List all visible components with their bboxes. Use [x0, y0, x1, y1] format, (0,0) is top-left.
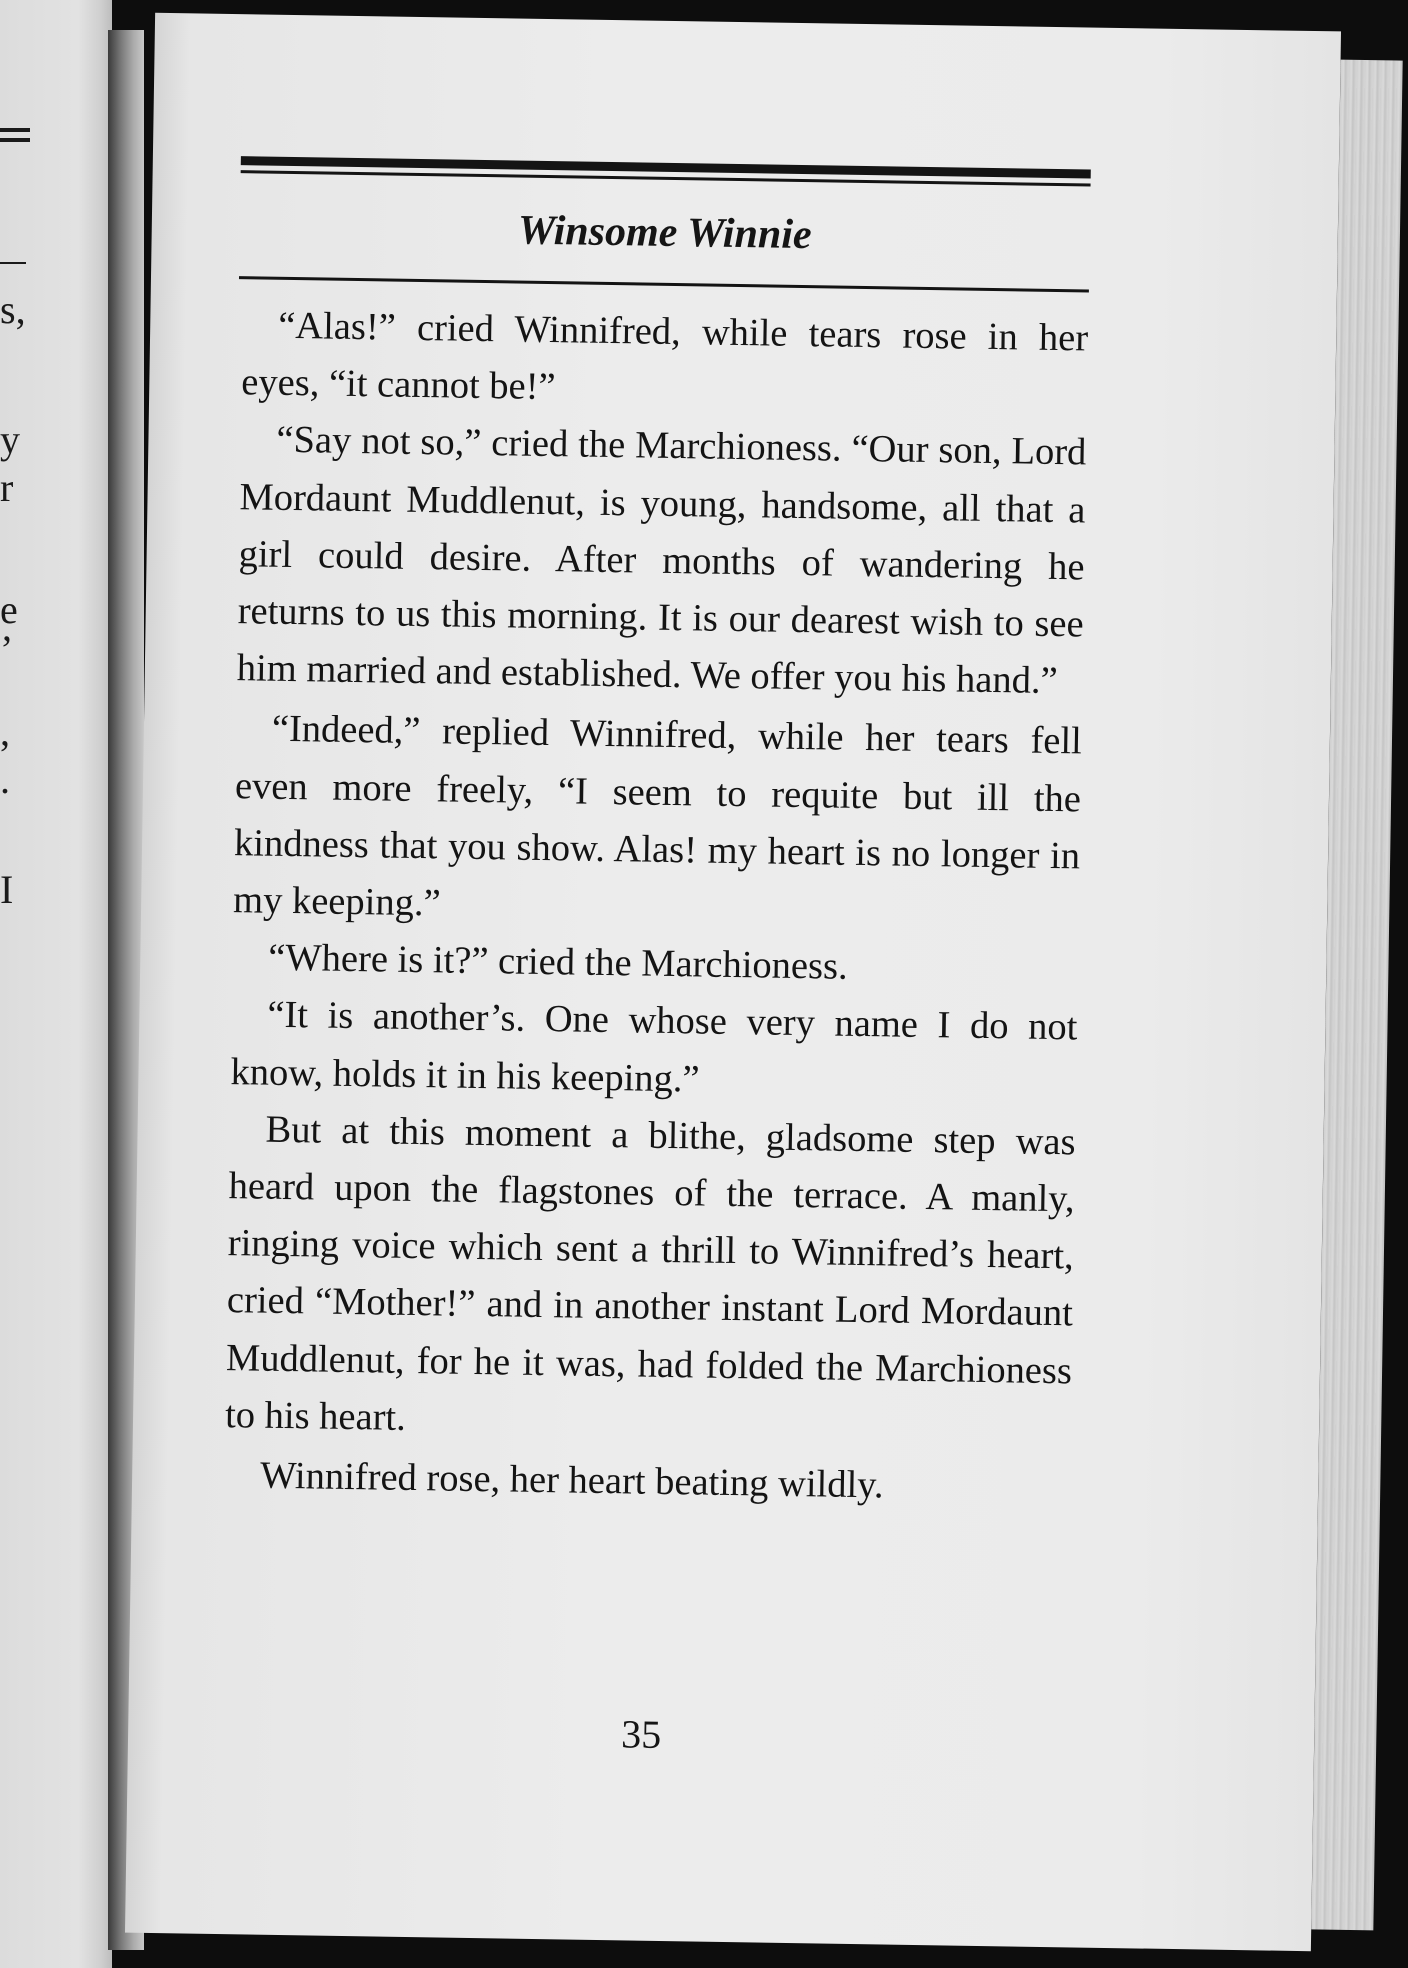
book-page	[125, 13, 1341, 1951]
previous-page-edge	[0, 0, 112, 1968]
previous-page-rule	[0, 138, 30, 142]
previous-page-fragment: s,	[0, 287, 26, 332]
previous-page-rule	[0, 128, 30, 132]
previous-page-fragment: ’	[0, 627, 14, 672]
paragraph: “Alas!” cried Winnifred, while tears rose in her eyes, “it cannot be!”	[241, 304, 1089, 409]
paragraph: But at this moment a blithe, gladsome step was heard upon the flagstones of the terrace. A manly, ringing voice which sent a thrill to Winnifred’s heart, cried “Mother!” and in another instant Lord Mordaunt Muddlenut, for he it was, had folded the Marchioness to his heart.	[224, 1108, 1076, 1439]
paragraph: “It is another’s. One whose very name I do not know, holds it in his keeping.”	[230, 994, 1078, 1101]
previous-page-fragment: .	[0, 757, 10, 802]
running-head: Winsome Winnie	[517, 207, 812, 259]
paragraph: Winnifred rose, her heart beating wildly.	[259, 1454, 884, 1507]
paragraph: “Say not so,” cried the Marchioness. “Our son, Lord Mordaunt Muddlenut, is young, handsome, all that a girl could desire. After months of wandering he returns to us this morning. It is our dearest wish to see him married and established. We offer you his hand.”	[236, 419, 1087, 703]
previous-page-fragment: I	[0, 867, 14, 912]
previous-page-rule	[0, 262, 26, 264]
previous-page-fragment: ,	[0, 709, 10, 754]
body-text	[224, 297, 1089, 1517]
previous-page-fragment: r	[0, 465, 14, 510]
paragraph: “Indeed,” replied Winnifred, while her tears fell even more freely, “I seem to requite but ill the kindness that you show. Alas! my heart is no longer in my keeping.”	[232, 708, 1083, 925]
paragraph: “Where is it?” cried the Marchioness.	[267, 936, 848, 989]
page-number: 35	[620, 1711, 662, 1757]
previous-page-fragment: y	[0, 417, 20, 462]
header-rule	[239, 276, 1089, 292]
previous-page-fragment: e	[0, 587, 18, 632]
